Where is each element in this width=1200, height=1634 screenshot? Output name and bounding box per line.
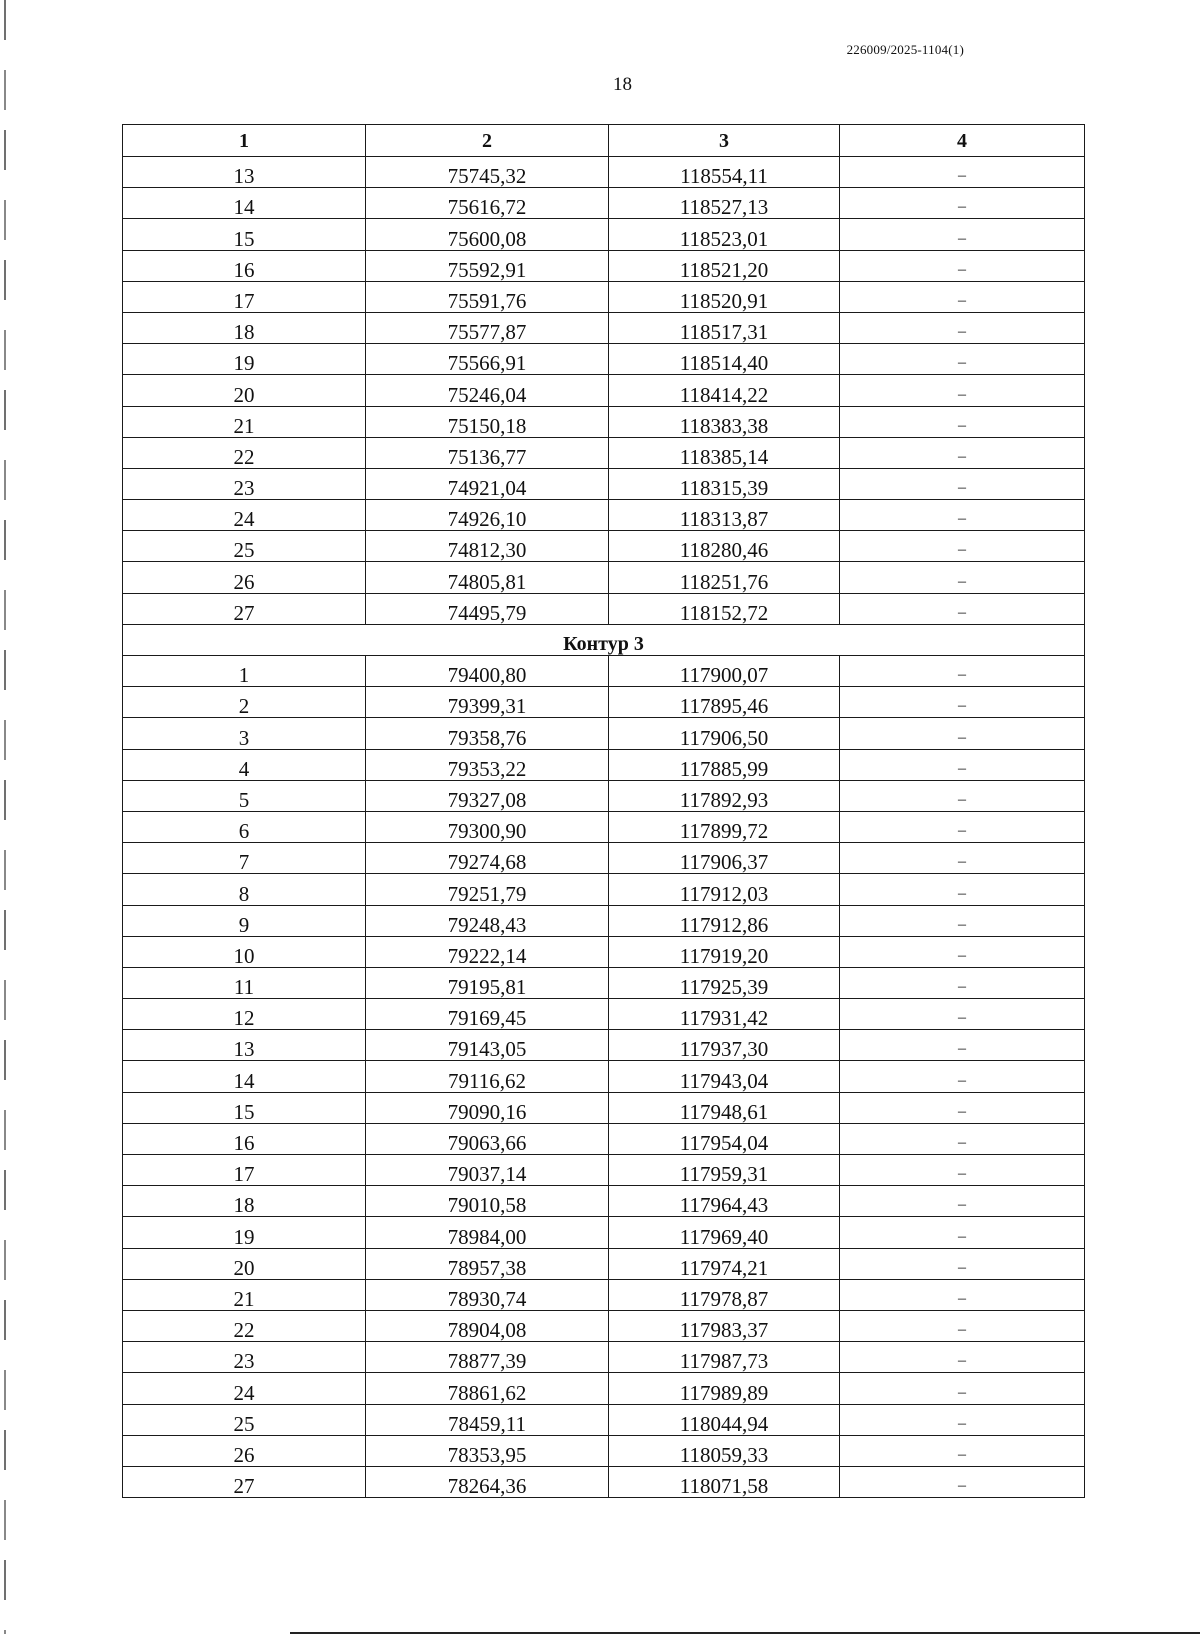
point-number-cell: 16	[123, 250, 366, 281]
note-cell: –	[840, 344, 1085, 375]
table-row	[123, 967, 1085, 998]
y-coordinate-cell: 118414,22	[609, 375, 840, 406]
point-number-cell: 3	[123, 718, 366, 749]
note-cell: –	[840, 1217, 1085, 1248]
y-coordinate-cell: 117900,07	[609, 656, 840, 687]
table-row	[123, 1123, 1085, 1154]
table-row	[123, 874, 1085, 905]
note-cell: –	[840, 1092, 1085, 1123]
table-row	[123, 531, 1085, 562]
scan-edge-left	[4, 0, 6, 1634]
section-row	[123, 624, 1085, 655]
y-coordinate-cell: 117892,93	[609, 780, 840, 811]
point-number-cell: 21	[123, 1279, 366, 1310]
x-coordinate-cell: 78353,95	[366, 1435, 609, 1466]
coordinates-table	[122, 124, 1085, 1498]
table-row	[123, 843, 1085, 874]
table-row	[123, 687, 1085, 718]
x-coordinate-cell: 78877,39	[366, 1342, 609, 1373]
table-row	[123, 749, 1085, 780]
table-row	[123, 281, 1085, 312]
point-number-cell: 13	[123, 1030, 366, 1061]
y-coordinate-cell: 118059,33	[609, 1435, 840, 1466]
point-number-cell: 7	[123, 843, 366, 874]
table-row	[123, 157, 1085, 188]
x-coordinate-cell: 75600,08	[366, 219, 609, 250]
x-coordinate-cell: 74926,10	[366, 500, 609, 531]
point-number-cell: 14	[123, 1061, 366, 1092]
note-cell: –	[840, 219, 1085, 250]
y-coordinate-cell: 117969,40	[609, 1217, 840, 1248]
y-coordinate-cell: 118315,39	[609, 468, 840, 499]
column-header: 2	[366, 125, 609, 157]
y-coordinate-cell: 118521,20	[609, 250, 840, 281]
note-cell: –	[840, 1466, 1085, 1497]
x-coordinate-cell: 78861,62	[366, 1373, 609, 1404]
point-number-cell: 8	[123, 874, 366, 905]
table-row	[123, 219, 1085, 250]
x-coordinate-cell: 79248,43	[366, 905, 609, 936]
point-number-cell: 27	[123, 1466, 366, 1497]
note-cell: –	[840, 406, 1085, 437]
y-coordinate-cell: 118071,58	[609, 1466, 840, 1497]
y-coordinate-cell: 117912,86	[609, 905, 840, 936]
y-coordinate-cell: 117978,87	[609, 1279, 840, 1310]
x-coordinate-cell: 79090,16	[366, 1092, 609, 1123]
x-coordinate-cell: 75745,32	[366, 157, 609, 188]
y-coordinate-cell: 117943,04	[609, 1061, 840, 1092]
point-number-cell: 25	[123, 531, 366, 562]
y-coordinate-cell: 117912,03	[609, 874, 840, 905]
x-coordinate-cell: 79353,22	[366, 749, 609, 780]
x-coordinate-cell: 75577,87	[366, 312, 609, 343]
note-cell: –	[840, 1435, 1085, 1466]
table-row	[123, 1061, 1085, 1092]
note-cell: –	[840, 593, 1085, 624]
note-cell: –	[840, 468, 1085, 499]
y-coordinate-cell: 118313,87	[609, 500, 840, 531]
x-coordinate-cell: 79169,45	[366, 999, 609, 1030]
table-row	[123, 1310, 1085, 1341]
column-header: 1	[123, 125, 366, 157]
table-row	[123, 1248, 1085, 1279]
note-cell: –	[840, 375, 1085, 406]
note-cell: –	[840, 1342, 1085, 1373]
note-cell: –	[840, 437, 1085, 468]
point-number-cell: 24	[123, 500, 366, 531]
point-number-cell: 1	[123, 656, 366, 687]
table-body-contour-2	[123, 157, 1085, 625]
y-coordinate-cell: 117954,04	[609, 1123, 840, 1154]
table-row	[123, 437, 1085, 468]
point-number-cell: 22	[123, 1310, 366, 1341]
table-row	[123, 250, 1085, 281]
note-cell: –	[840, 500, 1085, 531]
y-coordinate-cell: 118554,11	[609, 157, 840, 188]
y-coordinate-cell: 117885,99	[609, 749, 840, 780]
point-number-cell: 19	[123, 344, 366, 375]
point-number-cell: 18	[123, 1186, 366, 1217]
y-coordinate-cell: 117925,39	[609, 967, 840, 998]
table-row	[123, 1342, 1085, 1373]
x-coordinate-cell: 78459,11	[366, 1404, 609, 1435]
y-coordinate-cell: 118517,31	[609, 312, 840, 343]
table-row	[123, 936, 1085, 967]
x-coordinate-cell: 79143,05	[366, 1030, 609, 1061]
table-row	[123, 1030, 1085, 1061]
note-cell: –	[840, 1155, 1085, 1186]
table-row	[123, 562, 1085, 593]
point-number-cell: 25	[123, 1404, 366, 1435]
point-number-cell: 23	[123, 1342, 366, 1373]
y-coordinate-cell: 117906,37	[609, 843, 840, 874]
point-number-cell: 9	[123, 905, 366, 936]
x-coordinate-cell: 79400,80	[366, 656, 609, 687]
table-row	[123, 1186, 1085, 1217]
y-coordinate-cell: 117974,21	[609, 1248, 840, 1279]
page-number: 18	[613, 74, 632, 95]
point-number-cell: 22	[123, 437, 366, 468]
note-cell: –	[840, 188, 1085, 219]
note-cell: –	[840, 843, 1085, 874]
y-coordinate-cell: 117964,43	[609, 1186, 840, 1217]
table-row	[123, 1373, 1085, 1404]
table-row	[123, 999, 1085, 1030]
x-coordinate-cell: 74495,79	[366, 593, 609, 624]
x-coordinate-cell: 79274,68	[366, 843, 609, 874]
y-coordinate-cell: 118385,14	[609, 437, 840, 468]
point-number-cell: 20	[123, 1248, 366, 1279]
y-coordinate-cell: 117987,73	[609, 1342, 840, 1373]
y-coordinate-cell: 117959,31	[609, 1155, 840, 1186]
point-number-cell: 23	[123, 468, 366, 499]
note-cell: –	[840, 1061, 1085, 1092]
table-section	[123, 624, 1085, 655]
note-cell: –	[840, 905, 1085, 936]
x-coordinate-cell: 74805,81	[366, 562, 609, 593]
x-coordinate-cell: 78930,74	[366, 1279, 609, 1310]
table-row	[123, 905, 1085, 936]
point-number-cell: 11	[123, 967, 366, 998]
point-number-cell: 27	[123, 593, 366, 624]
note-cell: –	[840, 1248, 1085, 1279]
column-header: 3	[609, 125, 840, 157]
x-coordinate-cell: 75150,18	[366, 406, 609, 437]
point-number-cell: 2	[123, 687, 366, 718]
table-row	[123, 1217, 1085, 1248]
note-cell: –	[840, 250, 1085, 281]
y-coordinate-cell: 117931,42	[609, 999, 840, 1030]
point-number-cell: 15	[123, 1092, 366, 1123]
table-row	[123, 811, 1085, 842]
y-coordinate-cell: 117899,72	[609, 811, 840, 842]
point-number-cell: 19	[123, 1217, 366, 1248]
table-row	[123, 468, 1085, 499]
note-cell: –	[840, 1030, 1085, 1061]
point-number-cell: 14	[123, 188, 366, 219]
note-cell: –	[840, 1279, 1085, 1310]
table-row	[123, 1466, 1085, 1497]
table-row	[123, 406, 1085, 437]
point-number-cell: 13	[123, 157, 366, 188]
y-coordinate-cell: 117919,20	[609, 936, 840, 967]
x-coordinate-cell: 79251,79	[366, 874, 609, 905]
point-number-cell: 6	[123, 811, 366, 842]
x-coordinate-cell: 79010,58	[366, 1186, 609, 1217]
note-cell: –	[840, 157, 1085, 188]
x-coordinate-cell: 75246,04	[366, 375, 609, 406]
note-cell: –	[840, 874, 1085, 905]
y-coordinate-cell: 117895,46	[609, 687, 840, 718]
table-row	[123, 1092, 1085, 1123]
table-row	[123, 1279, 1085, 1310]
table-row	[123, 500, 1085, 531]
note-cell: –	[840, 749, 1085, 780]
x-coordinate-cell: 75616,72	[366, 188, 609, 219]
table-header-row	[123, 125, 1085, 157]
x-coordinate-cell: 74812,30	[366, 531, 609, 562]
table-row	[123, 1155, 1085, 1186]
x-coordinate-cell: 75591,76	[366, 281, 609, 312]
table-row	[123, 312, 1085, 343]
point-number-cell: 15	[123, 219, 366, 250]
note-cell: –	[840, 967, 1085, 998]
x-coordinate-cell: 79327,08	[366, 780, 609, 811]
column-header: 4	[840, 125, 1085, 157]
point-number-cell: 5	[123, 780, 366, 811]
table-row	[123, 188, 1085, 219]
x-coordinate-cell: 78904,08	[366, 1310, 609, 1341]
table-row	[123, 1435, 1085, 1466]
note-cell: –	[840, 1310, 1085, 1341]
x-coordinate-cell: 79222,14	[366, 936, 609, 967]
point-number-cell: 17	[123, 1155, 366, 1186]
point-number-cell: 26	[123, 562, 366, 593]
x-coordinate-cell: 75136,77	[366, 437, 609, 468]
point-number-cell: 4	[123, 749, 366, 780]
point-number-cell: 26	[123, 1435, 366, 1466]
x-coordinate-cell: 79116,62	[366, 1061, 609, 1092]
point-number-cell: 18	[123, 312, 366, 343]
note-cell: –	[840, 780, 1085, 811]
x-coordinate-cell: 78984,00	[366, 1217, 609, 1248]
y-coordinate-cell: 118152,72	[609, 593, 840, 624]
y-coordinate-cell: 118383,38	[609, 406, 840, 437]
y-coordinate-cell: 118523,01	[609, 219, 840, 250]
table-body-contour-3	[123, 656, 1085, 1498]
x-coordinate-cell: 79195,81	[366, 967, 609, 998]
note-cell: –	[840, 1186, 1085, 1217]
section-title: Контур 3	[123, 624, 1085, 655]
table-row	[123, 656, 1085, 687]
x-coordinate-cell: 78957,38	[366, 1248, 609, 1279]
y-coordinate-cell: 118527,13	[609, 188, 840, 219]
note-cell: –	[840, 1123, 1085, 1154]
note-cell: –	[840, 656, 1085, 687]
point-number-cell: 12	[123, 999, 366, 1030]
point-number-cell: 10	[123, 936, 366, 967]
y-coordinate-cell: 118044,94	[609, 1404, 840, 1435]
y-coordinate-cell: 117989,89	[609, 1373, 840, 1404]
note-cell: –	[840, 936, 1085, 967]
note-cell: –	[840, 687, 1085, 718]
y-coordinate-cell: 117983,37	[609, 1310, 840, 1341]
note-cell: –	[840, 999, 1085, 1030]
y-coordinate-cell: 117906,50	[609, 718, 840, 749]
y-coordinate-cell: 118251,76	[609, 562, 840, 593]
point-number-cell: 16	[123, 1123, 366, 1154]
table-row	[123, 593, 1085, 624]
x-coordinate-cell: 74921,04	[366, 468, 609, 499]
point-number-cell: 17	[123, 281, 366, 312]
x-coordinate-cell: 79358,76	[366, 718, 609, 749]
y-coordinate-cell: 117937,30	[609, 1030, 840, 1061]
note-cell: –	[840, 718, 1085, 749]
table-row	[123, 718, 1085, 749]
point-number-cell: 24	[123, 1373, 366, 1404]
note-cell: –	[840, 811, 1085, 842]
table-row	[123, 1404, 1085, 1435]
note-cell: –	[840, 1373, 1085, 1404]
table-row	[123, 344, 1085, 375]
note-cell: –	[840, 281, 1085, 312]
note-cell: –	[840, 562, 1085, 593]
point-number-cell: 20	[123, 375, 366, 406]
y-coordinate-cell: 118514,40	[609, 344, 840, 375]
x-coordinate-cell: 79399,31	[366, 687, 609, 718]
y-coordinate-cell: 118520,91	[609, 281, 840, 312]
note-cell: –	[840, 312, 1085, 343]
note-cell: –	[840, 531, 1085, 562]
document-number: 226009/2025-1104(1)	[846, 42, 964, 57]
y-coordinate-cell: 117948,61	[609, 1092, 840, 1123]
x-coordinate-cell: 79300,90	[366, 811, 609, 842]
y-coordinate-cell: 118280,46	[609, 531, 840, 562]
x-coordinate-cell: 75592,91	[366, 250, 609, 281]
table-row	[123, 375, 1085, 406]
x-coordinate-cell: 79063,66	[366, 1123, 609, 1154]
table-row	[123, 780, 1085, 811]
x-coordinate-cell: 75566,91	[366, 344, 609, 375]
note-cell: –	[840, 1404, 1085, 1435]
x-coordinate-cell: 79037,14	[366, 1155, 609, 1186]
x-coordinate-cell: 78264,36	[366, 1466, 609, 1497]
point-number-cell: 21	[123, 406, 366, 437]
